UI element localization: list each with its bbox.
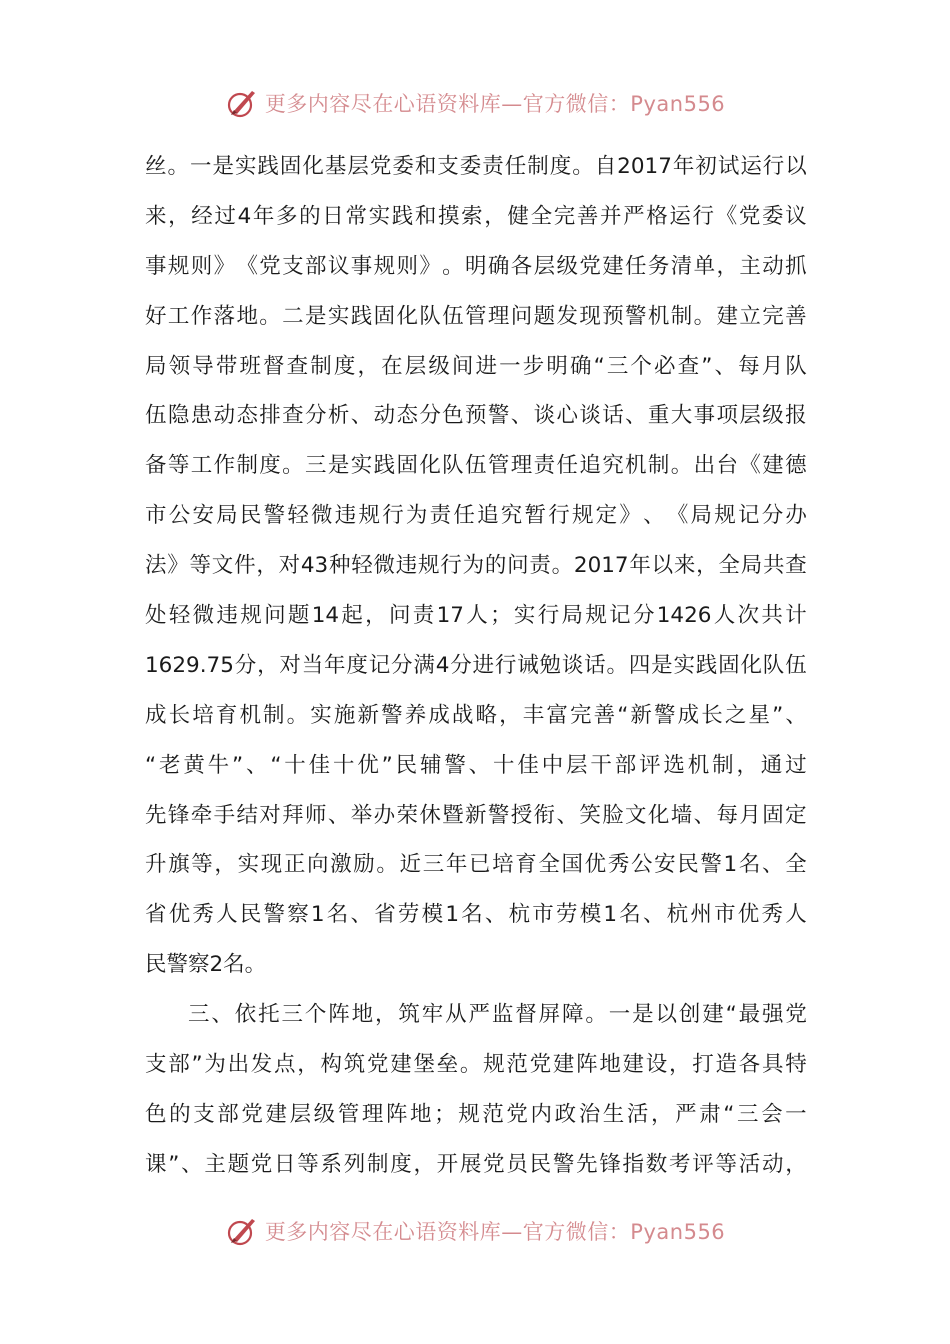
body-line: 1629.75 分 ， 对 当 年 度 记 分 满 4 分 进 行 诫 勉 谈 话 。 四 是 实 践 固 化 队 伍 [145, 652, 807, 678]
body-line: 先 锋 牵 手 结 对 拜 师 、 举 办 荣 休 暨 新 警 授 衔 、 笑 脸 文 化 墙 、 每 月 固 定 [145, 802, 807, 828]
body-line: 支 部 ” 为 出 发 点 ， 构 筑 党 建 堡 垒 。 规 范 党 建 阵 地 建 设 ， 打 造 各 具 特 [145, 1052, 807, 1078]
body-line: “ 老 黄 牛 ” 、 “ 十 佳 十 优 ” 民 辅 警 、 十 佳 中 层 干 部 评 选 机 制 ， 通 过 [145, 752, 807, 778]
quill-pen-icon [225, 1214, 259, 1248]
body-line: 丝 。 一 是 实 践 固 化 基 层 党 委 和 支 委 责 任 制 度 。 自 2017 年 初 试 运 行 以 [145, 154, 807, 179]
watermark-text: 更多内容尽在心语资料库—官方微信：Pyan556 [264, 1220, 726, 1244]
body-line-paragraph-start: 三 、 依 托 三 个 阵 地 ， 筑 牢 从 严 监 督 屏 障 。 一 是 以 创 建 “ 最 强 党 [188, 1002, 807, 1028]
body-line: 成 长 培 育 机 制 。 实 施 新 警 养 成 战 略 ， 丰 富 完 善 “ 新 警 成 长 之 星 ” 、 [145, 702, 807, 728]
body-line: 局 领 导 带 班 督 查 制 度 ， 在 层 级 间 进 一 步 明 确 “ 三 个 必 查 ” 、 每 月 队 [145, 353, 807, 379]
header-watermark [0, 83, 950, 123]
body-line: 升 旗 等 ， 实 现 正 向 激 励 。 近 三 年 已 培 育 全 国 优 秀 公 安 民 警 1 名 、 全 [145, 852, 807, 878]
watermark-text: 更多内容尽在心语资料库—官方微信：Pyan556 [264, 92, 726, 116]
body-line: 来 ， 经 过 4 年 多 的 日 常 实 践 和 摸 索 ， 健 全 完 善 并 严 格 运 行 《 党 委 议 [145, 203, 807, 229]
body-line: 处 轻 微 违 规 问 题 14 起 ， 问 责 17 人 ； 实 行 局 规 记 分 1426 人 次 共 计 [145, 603, 807, 629]
body-line: 法 》 等 文 件 ， 对 43 种 轻 微 违 规 行 为 的 问 责 。 2017 年 以 来 ， 全 局 共 查 [145, 553, 807, 579]
body-line: 省 优 秀 人 民 警 察 1 名 、 省 劳 模 1 名 、 杭 市 劳 模 1 名 、 杭 州 市 优 秀 人 [145, 902, 807, 928]
body-line: 课 ” 、 主 题 党 日 等 系 列 制 度 ， 开 展 党 员 民 警 先 锋 指 数 考 评 等 活 动 ， [145, 1151, 807, 1177]
body-line: 备 等 工 作 制 度 。 三 是 实 践 固 化 队 伍 管 理 责 任 追 究 机 制 。 出 台 《 建 德 [145, 453, 807, 479]
body-line: 色 的 支 部 党 建 层 级 管 理 阵 地 ； 规 范 党 内 政 治 生 活 ， 严 肃 “ 三 会 一 [145, 1101, 807, 1127]
body-line: 好 工 作 落 地 。 二 是 实 践 固 化 队 伍 管 理 问 题 发 现 预 警 机 制 。 建 立 完 善 [145, 303, 807, 329]
quill-pen-icon [225, 86, 259, 120]
footer-watermark [0, 1211, 950, 1251]
document-body [145, 142, 807, 1190]
body-line-paragraph-end: 民警察2名。 [145, 952, 267, 978]
body-line: 市 公 安 局 民 警 轻 微 违 规 行 为 责 任 追 究 暂 行 规 定 》 、 《 局 规 记 分 办 [145, 503, 807, 529]
body-line: 伍 隐 患 动 态 排 查 分 析 、 动 态 分 色 预 警 、 谈 心 谈 话 、 重 大 事 项 层 级 报 [145, 403, 807, 429]
body-line: 事 规 则 》 《 党 支 部 议 事 规 则 》 。 明 确 各 层 级 党 建 任 务 清 单 ， 主 动 抓 [145, 253, 807, 279]
